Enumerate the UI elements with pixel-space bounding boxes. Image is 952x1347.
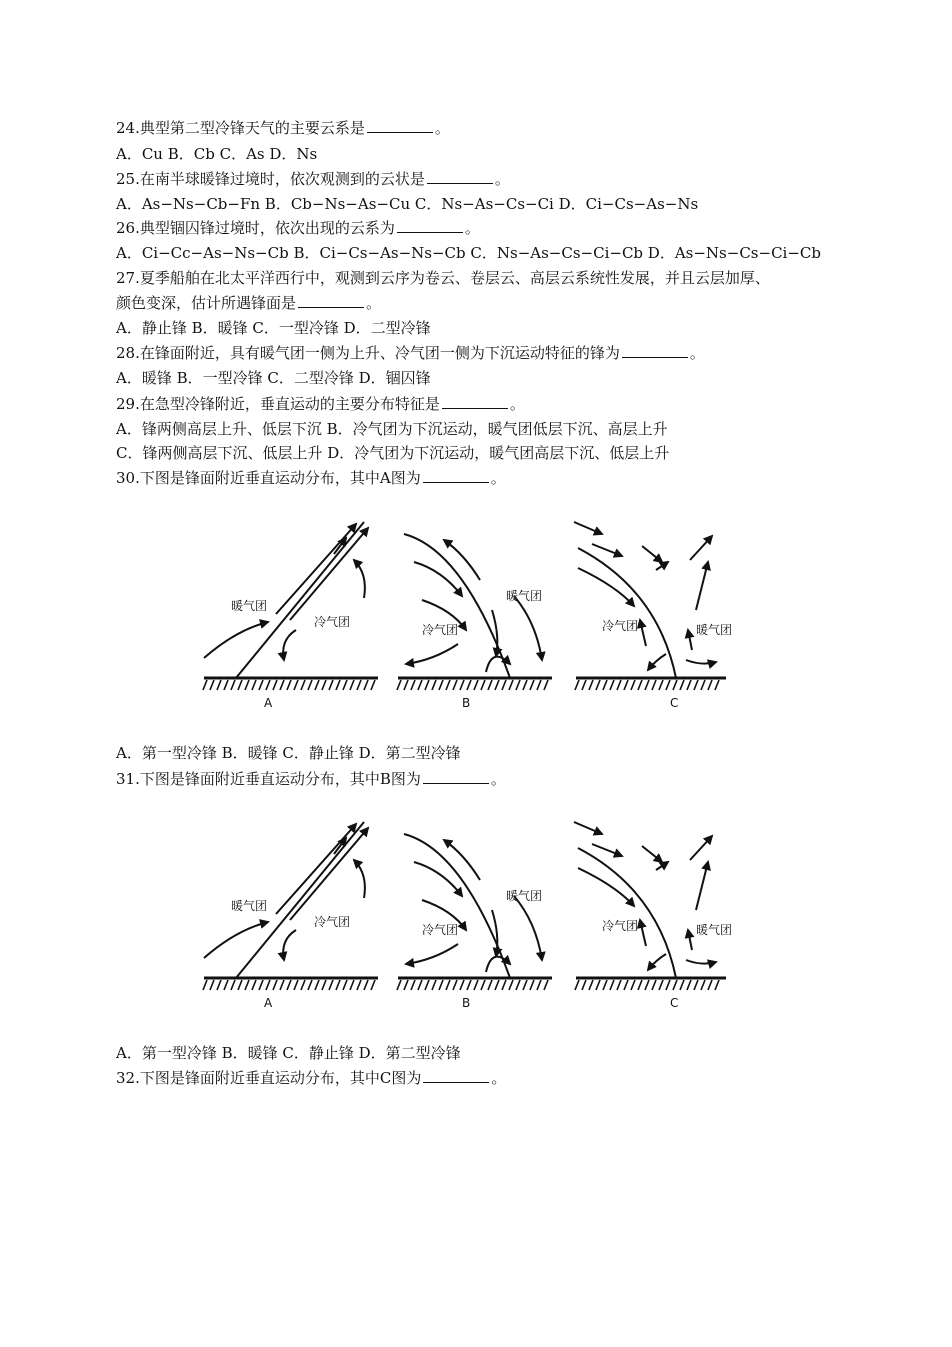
cold-air-label: 冷气团: [422, 623, 459, 637]
motion-arrow: [656, 562, 668, 570]
front-vertical-motion-figure-1: [196, 510, 736, 715]
answer-blank[interactable]: [423, 468, 489, 483]
panel-label-b: B: [462, 696, 471, 710]
cold-air-label: 冷气团: [602, 919, 639, 933]
sinking-arrow: [354, 860, 365, 898]
motion-arrow: [204, 622, 268, 658]
motion-arrow: [276, 524, 356, 614]
motion-arrow: [444, 840, 480, 880]
panel-label-c: C: [670, 996, 679, 1010]
ground-hatching: [203, 980, 375, 990]
ground-hatching: [397, 680, 548, 690]
motion-arrow: [290, 528, 368, 620]
panel-label-a: A: [264, 696, 273, 710]
question-28-options: A．暖锋 B．一型冷锋 C．二型冷锋 D．锢囚锋: [116, 369, 431, 387]
motion-arrow: [290, 828, 368, 920]
motion-arrow: [414, 562, 462, 596]
question-25-options: A．As−Ns−Cb−Fn B．Cb−Ns−As−Cu C．Ns−As−Cs−Ci D．Ci−Cs−As−Ns: [116, 195, 699, 213]
question-27: 27.夏季船舶在北太平洋西行中，观测到云序为卷云、卷层云、高层云系统性发展，并且云层加厚、: [116, 269, 770, 287]
motion-arrow: [592, 844, 622, 856]
answer-blank[interactable]: [622, 343, 688, 358]
answer-blank[interactable]: [423, 1068, 489, 1083]
motion-arrow: [592, 544, 622, 556]
cold-air-label: 冷气团: [422, 923, 459, 937]
question-26: 26.典型锢囚锋过境时，依次出现的云系为 。: [116, 219, 480, 237]
cold-air-label: 冷气团: [314, 915, 351, 929]
answer-blank[interactable]: [298, 293, 364, 308]
sinking-arrow: [406, 644, 458, 664]
question-27-cont: 颜色变深，估计所遇锋面是 。: [116, 294, 382, 312]
sinking-arrow: [406, 944, 458, 964]
ground-hatching: [575, 980, 719, 990]
sinking-arrow: [648, 654, 666, 670]
question-24: 24.典型第二型冷锋天气的主要云系是 。: [116, 119, 450, 137]
motion-arrow: [444, 540, 480, 580]
answer-blank[interactable]: [427, 169, 493, 184]
sinking-arrow: [640, 620, 646, 646]
warm-air-label: 暖气团: [506, 889, 543, 903]
question-26-options: A．Ci−Cc−As−Ns−Cb B．Ci−Cs−As−Ns−Cb C．Ns−As−Cs−Ci−Cb D．As−Ns−Cs−Ci−Cb: [116, 244, 821, 262]
motion-arrow: [414, 862, 462, 896]
motion-arrow: [276, 824, 356, 914]
motion-arrow: [204, 922, 268, 958]
question-30: 30.下图是锋面附近垂直运动分布，其中A图为 。: [116, 469, 506, 487]
sinking-arrow: [648, 954, 666, 970]
panel-label-b: B: [462, 996, 471, 1010]
sinking-arrow: [283, 630, 296, 660]
panel-label-c: C: [670, 696, 679, 710]
question-29-options: A．锋两侧高层上升、低层下沉 B．冷气团为下沉运动，暖气团低层下沉、高层上升: [116, 420, 668, 438]
motion-arrow: [574, 822, 602, 834]
motion-arrow: [696, 562, 708, 610]
answer-blank[interactable]: [423, 769, 489, 784]
answer-blank[interactable]: [442, 394, 508, 409]
question-24-options: A．Cu B．Cb C．As D．Ns: [116, 145, 318, 163]
sinking-arrow: [283, 930, 296, 960]
motion-arrow: [690, 536, 712, 560]
ground-hatching: [203, 680, 375, 690]
cold-air-label: 冷气团: [602, 619, 639, 633]
warm-air-label: 暖气团: [696, 923, 733, 937]
question-28: 28.在锋面附近，具有暖气团一侧为上升、冷气团一侧为下沉运动特征的锋为 。: [116, 344, 705, 362]
warm-air-label: 暖气团: [696, 623, 733, 637]
question-31: 31.下图是锋面附近垂直运动分布，其中B图为 。: [116, 770, 506, 788]
motion-arrow: [514, 896, 542, 960]
sinking-arrow: [354, 560, 365, 598]
motion-arrow: [696, 862, 708, 910]
panel-label-a: A: [264, 996, 273, 1010]
question-25: 25.在南半球暖锋过境时，依次观测到的云状是 。: [116, 170, 510, 188]
answer-blank[interactable]: [367, 118, 433, 133]
motion-arrow: [686, 960, 716, 964]
warm-air-label: 暖气团: [506, 589, 543, 603]
motion-arrow: [578, 868, 634, 906]
motion-arrow: [578, 568, 634, 606]
motion-arrow: [686, 660, 716, 664]
motion-arrow: [688, 630, 692, 650]
motion-arrow: [514, 596, 542, 660]
motion-arrow: [688, 930, 692, 950]
motion-arrow: [690, 836, 712, 860]
sinking-arrow: [640, 920, 646, 946]
warm-air-label: 暖气团: [231, 599, 268, 613]
answer-blank[interactable]: [397, 218, 463, 233]
question-30-options: A．第一型冷锋 B．暖锋 C．静止锋 D．第二型冷锋: [116, 744, 461, 762]
motion-arrow: [642, 546, 662, 562]
motion-arrow: [656, 862, 668, 870]
ground-hatching: [397, 980, 548, 990]
front-vertical-motion-figure-2: [196, 810, 736, 1015]
question-29: 29.在急型冷锋附近，垂直运动的主要分布特征是 。: [116, 395, 525, 413]
warm-air-label: 暖气团: [231, 899, 268, 913]
ground-hatching: [575, 680, 719, 690]
cold-air-label: 冷气团: [314, 615, 351, 629]
question-31-options: A．第一型冷锋 B．暖锋 C．静止锋 D．第二型冷锋: [116, 1044, 461, 1062]
motion-arrow: [642, 846, 662, 862]
question-32: 32.下图是锋面附近垂直运动分布，其中C图为 。: [116, 1069, 507, 1087]
motion-arrow: [574, 522, 602, 534]
question-27-options: A．静止锋 B．暖锋 C．一型冷锋 D．二型冷锋: [116, 319, 431, 337]
question-29-options-2: C．锋两侧高层下沉、低层上升 D．冷气团为下沉运动，暖气团高层下沉、低层上升: [116, 444, 670, 462]
